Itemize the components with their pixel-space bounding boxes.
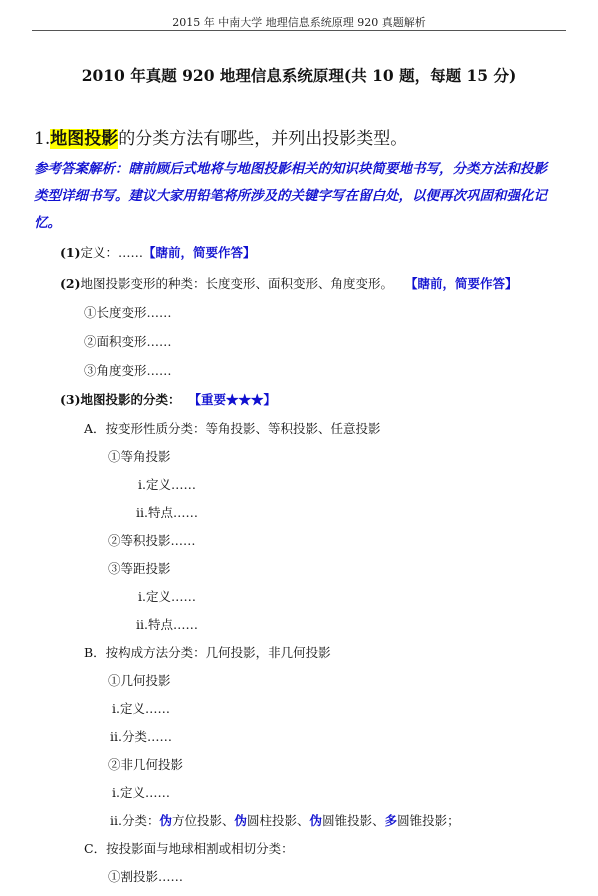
header-rule bbox=[32, 30, 566, 31]
keyword-wei-3: 伪 bbox=[309, 813, 323, 828]
class-a-3-ii: ⅱ.特点…… bbox=[136, 617, 198, 632]
question-number: 1. bbox=[34, 129, 51, 149]
keyword-duo: 多 bbox=[384, 813, 398, 828]
class-a-3: ③等距投影 bbox=[108, 561, 171, 576]
point-1-text: 定义：…… bbox=[80, 245, 144, 260]
class-a-3-i: ⅰ.定义…… bbox=[138, 589, 196, 604]
reference-answer-note: 参考答案解析：瞎前顾后式地将与地图投影相关的知识块简要地书写，分类方法和投影类型详细书写。建议大家用铅笔将所涉及的关键字写在留白处，以便再次巩固和强化记忆。 bbox=[34, 161, 547, 231]
class-b-2-ii-text-2: 圆柱投影、 bbox=[247, 813, 310, 828]
question-text: 的分类方法有哪些，并列出投影类型。 bbox=[118, 129, 408, 149]
class-b-2-ii-lead: ⅱ.分类： bbox=[110, 813, 160, 828]
point-3 bbox=[60, 390, 276, 408]
class-b-2: ②非几何投影 bbox=[108, 757, 184, 772]
class-b-1-i: ⅰ.定义…… bbox=[112, 701, 170, 716]
point-3-label: (3)地图投影的分类： bbox=[60, 392, 181, 407]
class-b-2-ii-text-1: 方位投影、 bbox=[172, 813, 235, 828]
page-header: 2015 年 中南大学 地理信息系统原理 920 真题解析 bbox=[172, 16, 426, 29]
class-a-2: ②等积投影…… bbox=[108, 533, 196, 548]
class-b-1: ①几何投影 bbox=[108, 673, 171, 688]
class-b-2-i: ⅰ.定义…… bbox=[112, 785, 170, 800]
class-b-2-ii-text-4: 圆锥投影； bbox=[397, 813, 460, 828]
point-1-note: 【瞎前，简要作答】 bbox=[143, 245, 256, 260]
question-highlight: 地图投影 bbox=[50, 129, 119, 149]
distortion-angle: ③角度变形…… bbox=[84, 363, 172, 378]
class-a-1-ii: ⅱ.特点…… bbox=[136, 505, 198, 520]
class-b-2-ii bbox=[110, 811, 460, 829]
class-b-1-ii: ⅱ.分类…… bbox=[110, 729, 172, 744]
point-2 bbox=[60, 274, 517, 292]
class-b: B．按构成方法分类：几何投影，非几何投影 bbox=[84, 645, 331, 660]
point-2-text: 地图投影变形的种类：长度变形、面积变形、角度变形。 bbox=[80, 276, 394, 291]
point-2-label: (2) bbox=[60, 276, 81, 291]
exam-title: 2010 年真题 920 地理信息系统原理(共 10 题，每题 15 分) bbox=[81, 66, 517, 85]
distortion-area: ②面积变形…… bbox=[84, 334, 172, 349]
point-1 bbox=[60, 243, 256, 261]
distortion-length: ①长度变形…… bbox=[84, 305, 172, 320]
keyword-wei-2: 伪 bbox=[234, 813, 248, 828]
keyword-wei-1: 伪 bbox=[159, 813, 172, 828]
point-3-note: 【重要★★★】 bbox=[188, 392, 276, 407]
point-2-note: 【瞎前，简要作答】 bbox=[404, 276, 518, 291]
class-c: C．按投影面与地球相割或相切分类： bbox=[84, 841, 294, 856]
question-1 bbox=[34, 124, 407, 149]
point-1-label: (1) bbox=[60, 245, 81, 260]
class-a: A．按变形性质分类：等角投影、等积投影、任意投影 bbox=[84, 421, 381, 436]
class-a-1: ①等角投影 bbox=[108, 449, 171, 464]
class-a-1-i: ⅰ.定义…… bbox=[138, 477, 196, 492]
class-b-2-ii-text-3: 圆锥投影、 bbox=[322, 813, 385, 828]
class-c-1: ①割投影…… bbox=[108, 869, 184, 884]
